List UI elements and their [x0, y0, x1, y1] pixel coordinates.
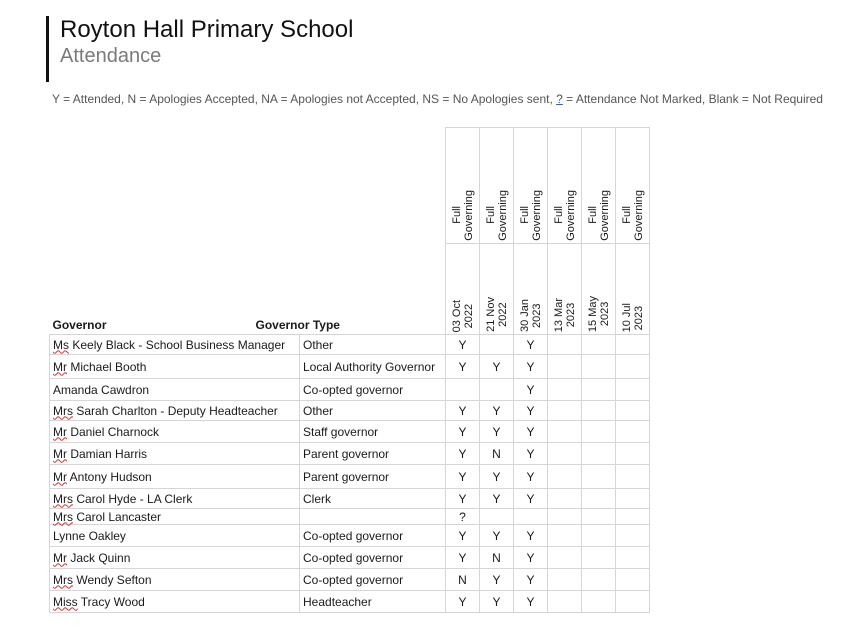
attendance-cell [548, 525, 582, 547]
governor-type-cell: Other [300, 335, 446, 355]
table-row [50, 489, 650, 509]
attendance-cell [514, 509, 548, 525]
meeting-date-header [582, 244, 616, 335]
attendance-cell [582, 335, 616, 355]
governor-name: Carol Lancaster [76, 509, 162, 524]
attendance-cell [582, 401, 616, 421]
governor-name: Carol Hyde - LA Clerk [76, 491, 193, 506]
attendance-cell [582, 443, 616, 465]
meeting-name-header [514, 128, 548, 244]
attendance-cell [616, 465, 650, 489]
governor-type-cell: Co-opted governor [300, 547, 446, 569]
attendance-cell [616, 547, 650, 569]
meeting-date-header [480, 244, 514, 335]
attendance-cell: Y [446, 525, 480, 547]
governor-name: Michael Booth [70, 359, 147, 374]
meeting-date: 30 Jan 2023 [518, 298, 543, 332]
attendance-cell [548, 591, 582, 613]
table-row [50, 569, 650, 591]
attendance-cell [548, 421, 582, 443]
legend-text-before: Y = Attended, N = Apologies Accepted, NA = Apologies not Accepted, NS = No Apologies sent, [52, 92, 557, 106]
governor-name-cell [50, 421, 300, 443]
attendance-cell [548, 355, 582, 379]
governor-name-cell [50, 443, 300, 465]
attendance-cell: Y [446, 443, 480, 465]
attendance-cell: Y [514, 335, 548, 355]
meeting-date-header [548, 244, 582, 335]
attendance-cell: Y [480, 401, 514, 421]
attendance-cell [548, 401, 582, 421]
attendance-cell: Y [480, 489, 514, 509]
attendance-cell: Y [480, 569, 514, 591]
attendance-cell [548, 335, 582, 355]
governor-type-cell [300, 509, 446, 525]
attendance-cell [548, 379, 582, 401]
attendance-cell [616, 489, 650, 509]
table-row [50, 509, 650, 525]
meeting-name-row [50, 128, 650, 244]
attendance-cell: Y [480, 355, 514, 379]
attendance-legend [52, 92, 823, 106]
governor-title: Ms [53, 337, 69, 352]
attendance-cell: Y [514, 465, 548, 489]
governor-type-column-header: Governor Type [255, 318, 340, 332]
governor-name-cell [50, 547, 300, 569]
governor-name: Wendy Sefton [76, 572, 152, 587]
attendance-cell: Y [514, 591, 548, 613]
attendance-cell: Y [514, 401, 548, 421]
attendance-cell [480, 335, 514, 355]
attendance-cell [616, 509, 650, 525]
governor-name-cell [50, 335, 300, 355]
attendance-cell [616, 421, 650, 443]
governor-name: Damian Harris [70, 446, 148, 461]
attendance-cell [582, 547, 616, 569]
attendance-cell: Y [514, 443, 548, 465]
governor-type-cell: Clerk [300, 489, 446, 509]
meeting-date-header [514, 244, 548, 335]
table-row [50, 525, 650, 547]
table-row [50, 421, 650, 443]
governor-type-cell: Headteacher [300, 591, 446, 613]
meeting-name: Full Governing [518, 190, 543, 241]
governor-type-cell: Co-opted governor [300, 569, 446, 591]
table-row [50, 591, 650, 613]
meeting-date: 03 Oct 2022 [450, 299, 475, 332]
attendance-cell: Y [514, 379, 548, 401]
table-row [50, 335, 650, 355]
attendance-cell: Y [446, 489, 480, 509]
attendance-cell [616, 379, 650, 401]
governor-name-cell [50, 465, 300, 489]
attendance-cell: Y [446, 335, 480, 355]
governor-title: Mr [53, 359, 67, 374]
governor-name-cell [50, 489, 300, 509]
legend-marker: ? [556, 92, 563, 106]
attendance-cell [548, 547, 582, 569]
attendance-cell: Y [480, 591, 514, 613]
attendance-cell [616, 335, 650, 355]
governor-title: Mr [53, 446, 67, 461]
attendance-cell: Y [514, 525, 548, 547]
attendance-cell: N [480, 547, 514, 569]
table-row [50, 443, 650, 465]
meeting-date: 15 May 2023 [586, 295, 611, 332]
attendance-cell [582, 525, 616, 547]
governor-name-cell [50, 379, 300, 401]
governor-name-cell [50, 525, 300, 547]
attendance-cell [548, 509, 582, 525]
table-row [50, 401, 650, 421]
governor-type-cell: Local Authority Governor [300, 355, 446, 379]
attendance-cell [616, 401, 650, 421]
attendance-cell [582, 569, 616, 591]
attendance-cell: N [480, 443, 514, 465]
governor-title: Mrs [53, 491, 73, 506]
governor-title: Mrs [53, 572, 73, 587]
attendance-cell: Y [514, 421, 548, 443]
attendance-cell: Y [446, 547, 480, 569]
attendance-cell: Y [480, 525, 514, 547]
table-row [50, 547, 650, 569]
meeting-date: 21 Nov 2022 [484, 297, 509, 332]
table-row [50, 355, 650, 379]
governor-type-cell: Parent governor [300, 465, 446, 489]
governor-name-cell [50, 591, 300, 613]
governor-type-cell: Co-opted governor [300, 379, 446, 401]
attendance-cell: N [446, 569, 480, 591]
attendance-table [49, 127, 650, 613]
page-subtitle: Attendance [60, 45, 162, 67]
attendance-cell [548, 443, 582, 465]
attendance-cell: Y [446, 421, 480, 443]
governor-rows [50, 335, 650, 613]
governor-column-header: Governor [52, 318, 107, 332]
governor-name-cell [50, 509, 300, 525]
attendance-cell [616, 355, 650, 379]
governor-type-cell: Co-opted governor [300, 525, 446, 547]
attendance-cell: Y [514, 569, 548, 591]
attendance-cell [548, 465, 582, 489]
governor-title: Mr [53, 469, 67, 484]
attendance-cell [582, 355, 616, 379]
governor-name: Antony Hudson [69, 469, 152, 484]
attendance-cell [480, 379, 514, 401]
attendance-cell [616, 591, 650, 613]
legend-text-after: = Attendance Not Marked, Blank = Not Required [562, 92, 823, 106]
school-name: Royton Hall Primary School [60, 16, 354, 43]
meeting-name-header [446, 128, 480, 244]
attendance-cell [480, 509, 514, 525]
attendance-cell: Y [514, 355, 548, 379]
governor-type-cell: Staff governor [300, 421, 446, 443]
governor-title: Mr [53, 424, 67, 439]
attendance-cell [548, 489, 582, 509]
meeting-name: Full Governing [450, 190, 475, 241]
attendance-cell [582, 489, 616, 509]
governor-type-cell: Other [300, 401, 446, 421]
governor-name: Daniel Charnock [70, 424, 160, 439]
meeting-name: Full Governing [552, 190, 577, 241]
attendance-cell [548, 569, 582, 591]
meeting-name: Full Governing [620, 190, 645, 241]
meeting-date-header [616, 244, 650, 335]
attendance-cell [616, 525, 650, 547]
table-row [50, 465, 650, 489]
attendance-cell [582, 465, 616, 489]
attendance-cell: Y [480, 465, 514, 489]
meeting-date-header [446, 244, 480, 335]
table-row [50, 379, 650, 401]
governor-name: Keely Black - School Business Manager [72, 337, 286, 352]
attendance-cell: Y [446, 401, 480, 421]
governor-title: Mrs [53, 509, 73, 524]
attendance-cell [616, 443, 650, 465]
governor-name: Amanda Cawdron [53, 382, 150, 397]
governor-title: Mrs [53, 403, 73, 418]
attendance-cell [446, 379, 480, 401]
page-header [46, 16, 353, 82]
governor-name: Tracy Wood [80, 594, 145, 609]
attendance-cell: Y [446, 591, 480, 613]
attendance-cell: Y [480, 421, 514, 443]
governor-name: Jack Quinn [70, 550, 131, 565]
governor-name: Lynne Oakley [53, 528, 126, 543]
governor-type-cell: Parent governor [300, 443, 446, 465]
attendance-cell: Y [446, 465, 480, 489]
attendance-cell: ? [446, 509, 480, 525]
meeting-name-header [616, 128, 650, 244]
attendance-cell [582, 421, 616, 443]
meeting-date-row [50, 244, 650, 335]
governor-name-cell [50, 569, 300, 591]
attendance-cell [582, 379, 616, 401]
meeting-name-header [548, 128, 582, 244]
meeting-name-header [582, 128, 616, 244]
meeting-date: 13 Mar 2023 [552, 297, 577, 332]
meeting-name: Full Governing [586, 190, 611, 241]
attendance-cell [582, 591, 616, 613]
attendance-cell [582, 509, 616, 525]
governor-name: Sarah Charlton - Deputy Headteacher [76, 403, 278, 418]
meeting-name: Full Governing [484, 190, 509, 241]
governor-title: Miss [53, 594, 78, 609]
governor-name-cell [50, 401, 300, 421]
attendance-cell: Y [514, 547, 548, 569]
governor-title: Mr [53, 550, 67, 565]
governor-name-cell [50, 355, 300, 379]
meeting-name-header [480, 128, 514, 244]
attendance-cell [616, 569, 650, 591]
attendance-cell: Y [514, 489, 548, 509]
attendance-cell: Y [446, 355, 480, 379]
meeting-date: 10 Jul 2023 [620, 302, 645, 332]
